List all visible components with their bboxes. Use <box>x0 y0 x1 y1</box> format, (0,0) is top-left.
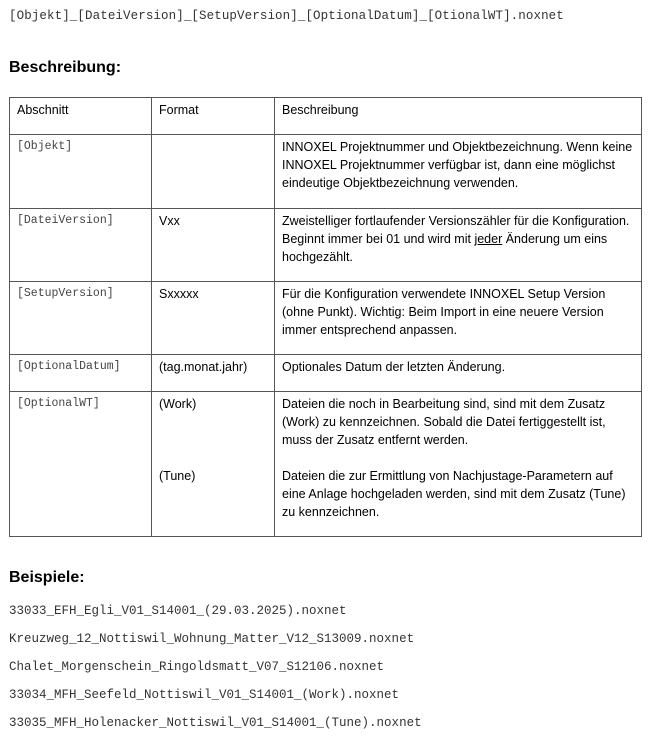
examples-heading: Beispiele: <box>9 569 85 586</box>
description-text: Zweistelliger fortlaufender Versionszähler für die Konfiguration. Beginnt immer bei 01 und wird mit <box>282 214 630 246</box>
section-cell: [DateiVersion] <box>10 209 152 282</box>
table-row <box>10 135 642 209</box>
table-row <box>10 355 642 392</box>
column-header-description: Beschreibung <box>275 98 642 135</box>
description-cell: INNOXEL Projektnummer und Objektbezeichnung. Wenn keine INNOXEL Projektnummer verfügbar ist, dann eine möglichst eindeutige Objektbezeichnung verwenden. <box>275 135 642 209</box>
format-work: (Work) <box>159 397 197 411</box>
table-row <box>10 209 642 282</box>
example-filename: Chalet_Morgenschein_Ringoldsmatt_V07_S12106.noxnet <box>9 660 385 674</box>
format-cell: Sxxxxx <box>152 282 275 355</box>
example-filename: 33035_MFH_Holenacker_Nottiswil_V01_S14001_(Tune).noxnet <box>9 716 422 730</box>
filename-pattern: [Objekt]_[DateiVersion]_[SetupVersion]_[OptionalDatum]_[OtionalWT].noxnet <box>9 9 564 23</box>
table-row <box>10 282 642 355</box>
format-cell: (tag.monat.jahr) <box>152 355 275 392</box>
format-cell <box>152 392 275 537</box>
table-header-row <box>10 98 642 135</box>
example-filename: 33033_EFH_Egli_V01_S14001_(29.03.2025).noxnet <box>9 604 347 618</box>
column-header-format: Format <box>152 98 275 135</box>
column-header-section: Abschnitt <box>10 98 152 135</box>
section-cell: [OptionalDatum] <box>10 355 152 392</box>
description-cell <box>275 209 642 282</box>
description-tune: Dateien die zur Ermittlung von Nachjustage-Parametern auf eine Anlage hochgeladen werden, sind mit dem Zusatz (Tune) zu kennzeichnen. <box>282 469 626 519</box>
section-cell: [OptionalWT] <box>10 392 152 537</box>
format-table <box>9 97 642 537</box>
description-heading: Beschreibung: <box>9 59 122 76</box>
example-filename: Kreuzweg_12_Nottiswil_Wohnung_Matter_V12_S13009.noxnet <box>9 632 415 646</box>
section-cell: [SetupVersion] <box>10 282 152 355</box>
examples-list <box>9 603 422 743</box>
format-cell: Vxx <box>152 209 275 282</box>
underlined-word: jeder <box>474 232 503 246</box>
format-tune: (Tune) <box>159 469 196 483</box>
description-work: Dateien die noch in Bearbeitung sind, sind mit dem Zusatz (Work) zu kennzeichnen. Sobald die Datei fertiggestellt ist, muss der Zusatz entfernt werden. <box>282 397 606 447</box>
format-cell <box>152 135 275 209</box>
example-filename: 33034_MFH_Seefeld_Nottiswil_V01_S14001_(Work).noxnet <box>9 688 400 702</box>
description-cell: Optionales Datum der letzten Änderung. <box>275 355 642 392</box>
description-cell <box>275 392 642 537</box>
description-text: Änderung um eins hochgezählt. <box>282 232 608 264</box>
description-cell: Für die Konfiguration verwendete INNOXEL Setup Version (ohne Punkt). Wichtig: Beim Import in eine neuere Version immer entsprechend anpassen. <box>275 282 642 355</box>
section-cell: [Objekt] <box>10 135 152 209</box>
table-row <box>10 392 642 537</box>
